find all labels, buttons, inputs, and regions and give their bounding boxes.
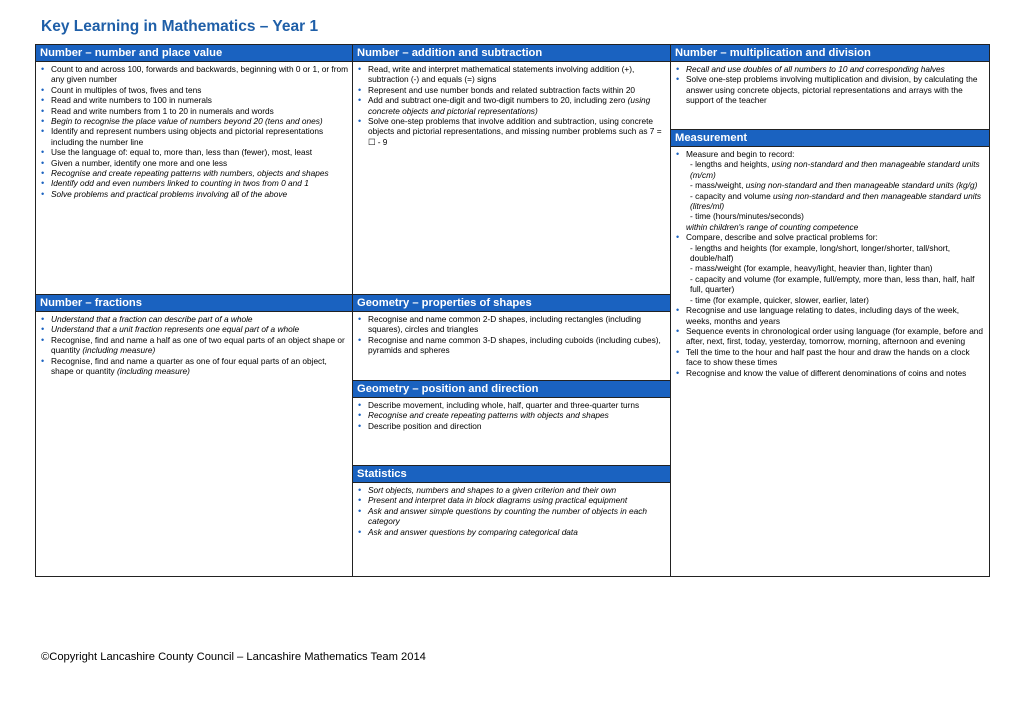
list-item: • Ask and answer simple questions by counting the number of objects in each category xyxy=(357,506,666,527)
list-note: within children's range of counting competence xyxy=(686,221,859,232)
list-item: • Solve one-step problems involving multiplication and division, by calculating the answer using concrete objects, pictorial representations and arrays with the support of the teacher xyxy=(675,74,985,105)
item-text: - capacity and volume xyxy=(690,190,774,201)
item-italic: using non-standard and then manageable standard units (litres/ml) xyxy=(690,190,982,212)
list-item: • Recognise and name common 2-D shapes, including rectangles (including squares), circles and triangles xyxy=(357,314,666,335)
list-subitem: - lengths and heights (for example, long/short, longer/shorter, tall/short, double/half) xyxy=(690,242,951,264)
list-item: • Understand that a unit fraction represents one equal part of a whole xyxy=(40,324,348,334)
list-item: • Recognise and create repeating patterns with numbers, objects and shapes xyxy=(40,168,348,178)
column-left xyxy=(36,45,353,576)
list-item: • Recall and use doubles of all numbers to 10 and corresponding halves xyxy=(675,64,985,74)
list-item: • Recognise and use language relating to dates, including days of the week, weeks, months and years xyxy=(675,305,985,326)
list-item: • Read and write numbers to 100 in numerals xyxy=(40,95,348,105)
list-item: • Count to and across 100, forwards and backwards, beginning with 0 or 1, or from any given number xyxy=(40,64,348,85)
list-item: • Identify and represent numbers using objects and pictorial representations including the number line xyxy=(40,126,348,147)
section-heading: Statistics xyxy=(353,466,670,483)
item-italic: (including measure) xyxy=(116,366,190,377)
list-item xyxy=(40,335,348,356)
list-item: • Describe position and direction xyxy=(357,421,666,431)
item-text: Recognise, find and name a quarter as one of four equal parts of an object, shape or quantity xyxy=(51,355,327,377)
section-heading: Geometry – position and direction xyxy=(353,381,670,398)
section-heading: Geometry – properties of shapes xyxy=(353,295,670,312)
section-measurement xyxy=(671,129,989,576)
copyright-footer: ©Copyright Lancashire County Council – Lancashire Mathematics Team 2014 xyxy=(41,651,426,663)
list-item: • Given a number, identify one more and one less xyxy=(40,158,348,168)
section-heading: Number – number and place value xyxy=(36,45,352,62)
section-position xyxy=(353,380,670,465)
section-heading: Number – multiplication and division xyxy=(671,45,989,62)
list-item: • Recognise and create repeating patterns with objects and shapes xyxy=(357,410,666,420)
list-item: • Understand that a fraction can describe part of a whole xyxy=(40,314,348,324)
list-item: • Solve one-step problems that involve addition and subtraction, using concrete objects and pictorial representations, and missing number problems such as 7 = ☐ - 9 xyxy=(357,116,666,147)
section-shapes xyxy=(353,294,670,380)
list-item: • Represent and use number bonds and related subtraction facts within 20 xyxy=(357,85,666,95)
key-learning-table xyxy=(35,44,990,577)
column-right xyxy=(671,45,989,576)
list-subitem: - capacity and volume (for example, full/empty, more than, less than, half, half full, quarter) xyxy=(690,273,975,295)
list-item xyxy=(357,95,666,116)
list-subitem: - mass/weight (for example, heavy/light, heavier than, lighter than) xyxy=(690,263,933,274)
list-subitem xyxy=(675,180,985,190)
section-heading: Measurement xyxy=(671,130,989,147)
list-subitem xyxy=(675,191,985,212)
section-fractions xyxy=(36,294,352,576)
list-item: • Describe movement, including whole, half, quarter and three-quarter turns xyxy=(357,400,666,410)
list-item: • Measure and begin to record: xyxy=(675,149,985,159)
list-item: • Present and interpret data in block diagrams using practical equipment xyxy=(357,495,666,505)
list-item: • Tell the time to the hour and half past the hour and draw the hands on a clock face to show these times xyxy=(675,347,985,368)
page-title: Key Learning in Mathematics – Year 1 xyxy=(41,18,319,35)
list-item: • Read and write numbers from 1 to 20 in numerals and words xyxy=(40,106,348,116)
list-item: • Solve problems and practical problems involving all of the above xyxy=(40,189,348,199)
item-italic: using non-standard and then manageable standard units (kg/g) xyxy=(745,180,978,191)
list-item: • Recognise and know the value of different denominations of coins and notes xyxy=(675,368,985,378)
list-item: • Ask and answer questions by comparing categorical data xyxy=(357,527,666,537)
section-statistics xyxy=(353,465,670,576)
section-multiplication xyxy=(671,45,989,129)
item-text: Recognise, find and name a half as one of two equal parts of an object shape or quantity xyxy=(51,334,345,356)
section-heading: Number – fractions xyxy=(36,295,352,312)
item-italic: (including measure) xyxy=(82,345,156,356)
item-text: - mass/weight, xyxy=(690,180,746,191)
item-text: - lengths and heights, xyxy=(690,159,772,170)
list-item: • Identify odd and even numbers linked to counting in twos from 0 and 1 xyxy=(40,178,348,188)
list-item: • Compare, describe and solve practical problems for: xyxy=(675,232,985,242)
section-heading: Number – addition and subtraction xyxy=(353,45,670,62)
list-item: • Sequence events in chronological order using language (for example, before and after, next, first, today, yesterday, tomorrow, morning, afternoon and evening xyxy=(675,326,985,347)
list-item: • Use the language of: equal to, more than, less than (fewer), most, least xyxy=(40,147,348,157)
list-item: • Begin to recognise the place value of numbers beyond 20 (tens and ones) xyxy=(40,116,348,126)
item-italic: (using concrete objects and pictorial representations) xyxy=(368,95,651,116)
item-italic: using non-standard and then manageable standard units (m/cm) xyxy=(690,159,980,180)
list-item: • Recognise and name common 3-D shapes, including cuboids (including cubes), pyramids and spheres xyxy=(357,335,666,356)
list-subitem xyxy=(675,159,985,180)
section-addition xyxy=(353,45,670,294)
list-subitem: - time (hours/minutes/seconds) xyxy=(690,211,804,222)
section-place-value xyxy=(36,45,352,294)
list-item: • Count in multiples of twos, fives and tens xyxy=(40,85,348,95)
list-item: • Sort objects, numbers and shapes to a given criterion and their own xyxy=(357,485,666,495)
item-text: Add and subtract one-digit and two-digit numbers to 20, including zero xyxy=(368,95,628,106)
list-item: • Read, write and interpret mathematical statements involving addition (+), subtraction (-) and equals (=) signs xyxy=(357,64,666,85)
list-item xyxy=(40,356,348,377)
column-middle xyxy=(353,45,671,576)
list-subitem: - time (for example, quicker, slower, earlier, later) xyxy=(690,294,869,305)
